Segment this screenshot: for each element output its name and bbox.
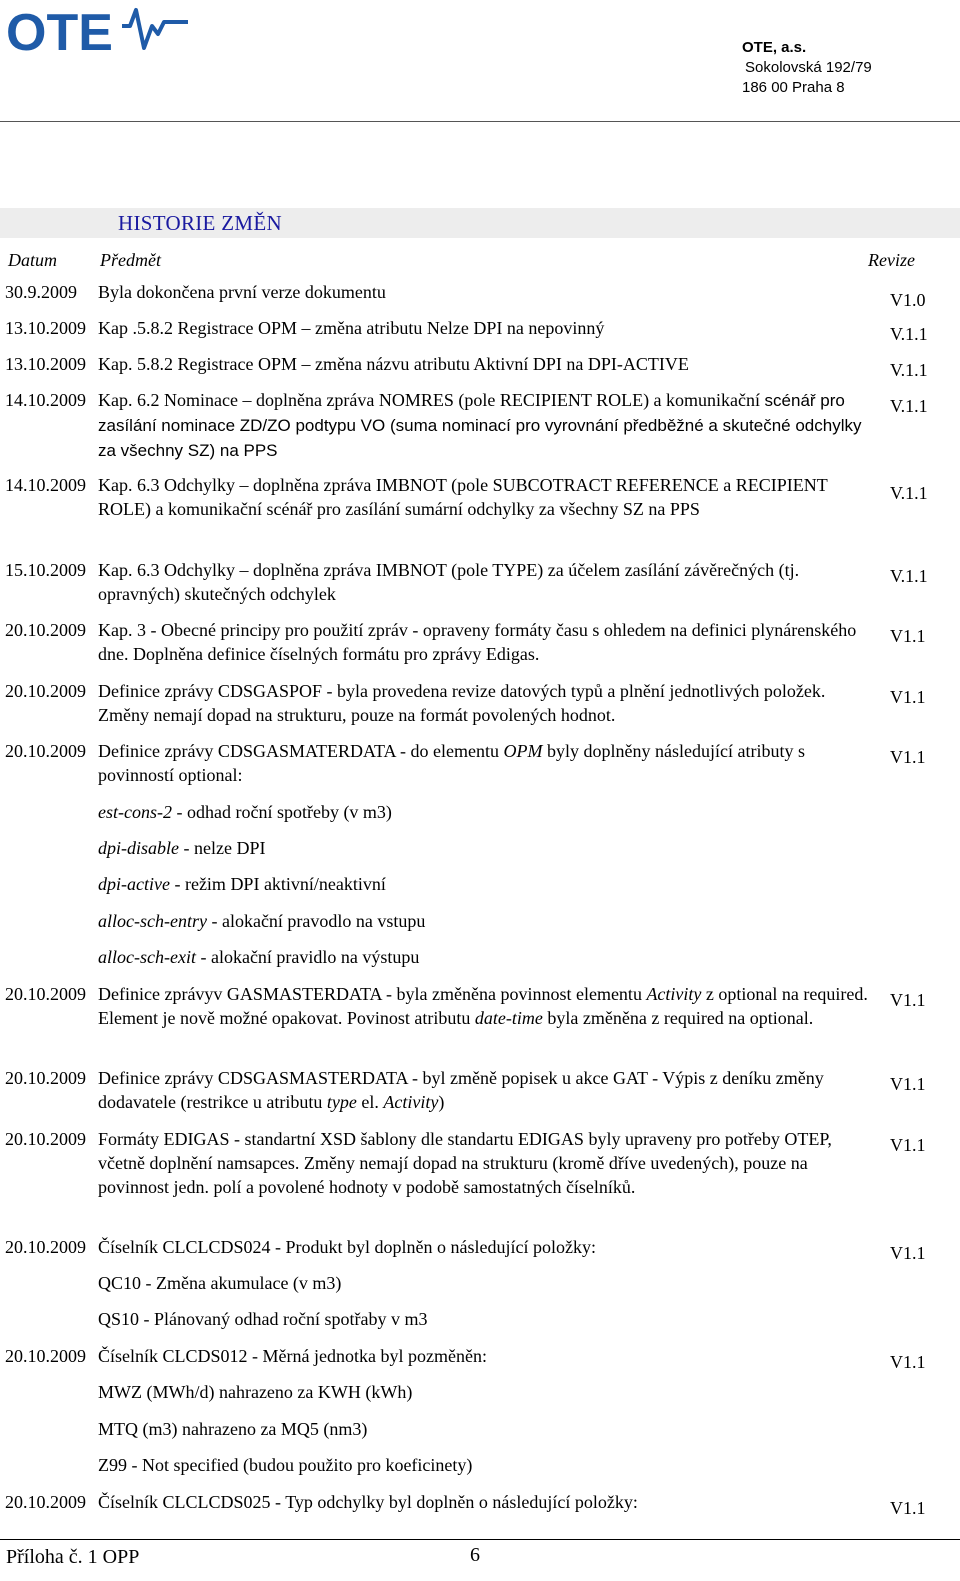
company-address: [742, 38, 872, 98]
row-revision: V1.1: [890, 747, 926, 767]
attribute-item: [98, 945, 419, 969]
row-text: Číselník CLCDS012 - Měrná jednotka byl pozměněn:: [98, 1346, 487, 1366]
row-text: Definice zprávy CDSGASMASTERDATA - byl změně popisek u akce GAT - Výpis z deníku změny dodavatele (restrikce u atributu type el. Activity): [98, 1068, 824, 1112]
row-date: 14.10.2009: [5, 390, 86, 410]
product-item: QC10 - Změna akumulace (v m3): [98, 1273, 342, 1293]
row-revision: V.1.1: [890, 566, 928, 586]
row-text: Definice zprávy CDSGASPOF - byla provedena revize datových typů a plnění jednotlivých položek. Změny nemají dopad na strukturu, pouze na formát povolených hodnot.: [98, 681, 826, 725]
row-revision: V1.1: [890, 1498, 926, 1518]
company-city: 186 00 Praha 8: [742, 79, 845, 96]
row-text: [98, 388, 873, 463]
attribute-desc: - režim DPI aktivní/neaktivní: [169, 874, 386, 894]
row-date: 20.10.2009: [5, 984, 86, 1004]
unit-item: Z99 - Not specified (budou použito pro koeficinety): [98, 1455, 473, 1475]
column-subject: Předmět: [100, 250, 161, 270]
header-divider: [0, 121, 960, 122]
row-text-detail: scénář pro zasílání nominace ZD/ZO podtypu VO (suma nominací pro vyrovnání předběžné a skutečné odchylky za všechny SZ) na PPS: [98, 391, 862, 460]
row-text-main: Kap. 6.2 Nominace – doplněna zpráva NOMRES (pole RECIPIENT ROLE) a komunikační: [98, 390, 761, 410]
unit-item: MWZ (MWh/d) nahrazeno za KWH (kWh): [98, 1382, 413, 1402]
row-date: 20.10.2009: [5, 1346, 86, 1366]
footer-label: Příloha č. 1 OPP: [6, 1546, 140, 1568]
attribute-item: [98, 836, 265, 860]
row-text: Kap. 3 - Obecné principy pro použití zpráv - opraveny formáty času s ohledem na definici plynárenského dne. Doplněna definice číselných formátu pro zprávy Edigas.: [98, 620, 857, 664]
row-revision: V1.1: [890, 1243, 926, 1263]
attribute-item: [98, 872, 386, 896]
attribute-item: [98, 800, 392, 824]
row-text: Definice zprávy CDSGASMATERDATA - do elementu OPM byly doplněny následující atributy s povinností optional:: [98, 741, 805, 785]
ote-logo: [6, 4, 191, 61]
logo-text: OTE: [6, 4, 113, 56]
unit-item: MTQ (m3) nahrazeno za MQ5 (nm3): [98, 1419, 368, 1439]
product-item: QS10 - Plánovaný odhad roční spotřaby v m3: [98, 1309, 428, 1329]
element-name: OPM: [503, 741, 543, 761]
row-revision: V1.0: [890, 290, 926, 310]
row-date: 20.10.2009: [5, 620, 86, 640]
attribute-name: dpi-disable: [98, 838, 179, 858]
row-revision: V1.1: [890, 687, 926, 707]
attribute-desc: - nelze DPI: [179, 838, 266, 858]
company-street: Sokolovská 192/79: [745, 59, 872, 76]
column-revision: Revize: [868, 250, 915, 270]
row-date: 20.10.2009: [5, 1068, 86, 1088]
ote-logo-graphic: [6, 4, 191, 56]
row-date: 20.10.2009: [5, 1492, 86, 1512]
attribute-desc: - alokační pravidlo na výstupu: [195, 947, 420, 967]
attribute-name: alloc-sch-entry: [98, 911, 207, 931]
row-text: Číselník CLCLCDS025 - Typ odchylky byl doplněn o následující položky:: [98, 1492, 638, 1512]
row-text: Byla dokončena první verze dokumentu: [98, 282, 386, 302]
row-revision: V1.1: [890, 1074, 926, 1094]
row-date: 20.10.2009: [5, 1129, 86, 1149]
row-revision: V1.1: [890, 1135, 926, 1155]
row-date: 13.10.2009: [5, 318, 86, 338]
row-revision: V.1.1: [890, 360, 928, 380]
column-date: Datum: [8, 250, 57, 270]
row-text: Kap .5.8.2 Registrace OPM – změna atributu Nelze DPI na nepovinný: [98, 318, 605, 338]
row-text: Kap. 6.3 Odchylky – doplněna zpráva IMBNOT (pole TYPE) za účelem zasílání závěrečných (tj. opravných) skutečných odchylek: [98, 560, 800, 604]
row-revision: V.1.1: [890, 483, 928, 503]
page-number: 6: [470, 1544, 480, 1566]
row-date: 30.9.2009: [5, 282, 77, 302]
row-text: Číselník CLCLCDS024 - Produkt byl doplněn o následující položky:: [98, 1237, 596, 1257]
page-title: HISTORIE ZMĚN: [118, 211, 282, 235]
row-date: 15.10.2009: [5, 560, 86, 580]
row-revision: V1.1: [890, 990, 926, 1010]
attribute-desc: - odhad roční spotřeby (v m3): [171, 802, 392, 822]
company-name: OTE, a.s.: [742, 39, 807, 56]
row-revision: V1.1: [890, 1352, 926, 1372]
row-date: 13.10.2009: [5, 354, 86, 374]
attribute-desc: - alokační pravodlo na vstupu: [206, 911, 426, 931]
attribute-name: est-cons-2: [98, 802, 172, 822]
row-revision: V.1.1: [890, 396, 928, 416]
attribute-name: dpi-active: [98, 874, 170, 894]
row-date: 14.10.2009: [5, 475, 86, 495]
attribute-item: [98, 909, 425, 933]
row-text: Formáty EDIGAS - standartní XSD šablony dle standartu EDIGAS byly upraveny pro potřeby OTEP, včetně doplnění namsapces. Změny nemají dopad na strukturu (kromě dříve uvedených), pouze na povinnost jedn. polí a povolené hodnoty v podobě samostatných číselníků.: [98, 1129, 832, 1197]
row-text: Kap. 5.8.2 Registrace OPM – změna názvu atributu Aktivní DPI na DPI-ACTIVE: [98, 354, 689, 374]
row-date: 20.10.2009: [5, 741, 86, 761]
footer-divider: [0, 1539, 960, 1540]
row-revision: V.1.1: [890, 324, 928, 344]
row-date: 20.10.2009: [5, 681, 86, 701]
row-date: 20.10.2009: [5, 1237, 86, 1257]
row-text: Definice zprávyv GASMASTERDATA - byla změněna povinnost elementu Activity z optional na required. Element je nově možné opakovat. Povinost atributu date-time byla změněna z required na optional.: [98, 984, 868, 1028]
row-revision: V1.1: [890, 626, 926, 646]
row-text: Kap. 6.3 Odchylky – doplněna zpráva IMBNOT (pole SUBCOTRACT REFERENCE a RECIPIENT ROLE) a komunikační scénář pro zasílání sumární odchylky za všechny SZ na PPS: [98, 475, 828, 519]
attribute-name: alloc-sch-exit: [98, 947, 196, 967]
